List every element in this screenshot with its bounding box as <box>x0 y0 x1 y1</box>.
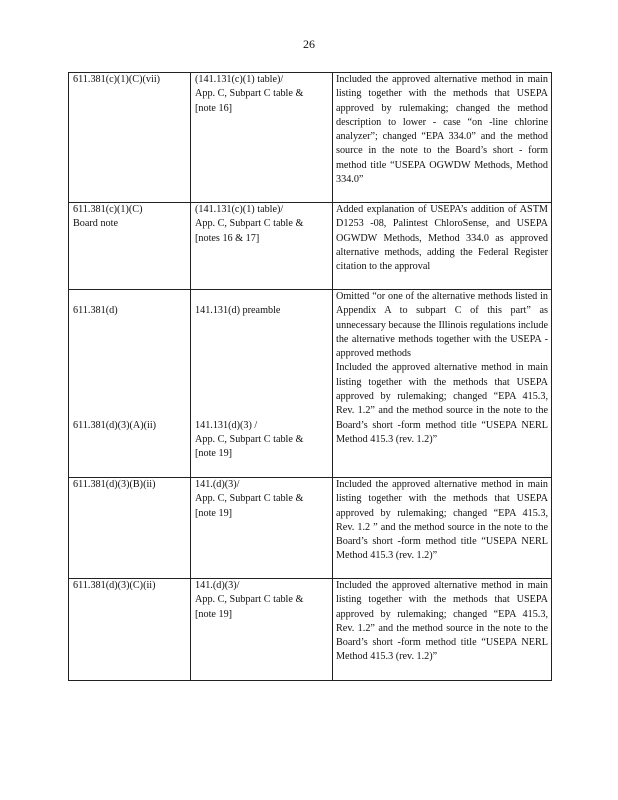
section-label: 611.381(d) <box>73 305 118 317</box>
page-number: 26 <box>303 37 315 51</box>
action-text: Omitted “or one of the alternative methods listed in Appendix A to subpart C of this part” as unnecessary because the Illinois regulations include the alternative methods together with the USEPA - approved methods <box>336 291 548 360</box>
source-label: 141.131(d) preamble <box>195 305 281 317</box>
section-cell: 611.381(c)(1)(C) Board note <box>69 203 191 290</box>
action-cell: Added explanation of USEPA’s addition of ASTM D1253 -08, Palintest ChloroSense, and USEPA OGWDW Methods, Method 334.0 as approved alternative methods, adding the Federal Register citation to the approval <box>333 203 552 290</box>
section-cell: 611.381(c)(1)(C)(vii) <box>69 73 191 203</box>
section-cell: 611.381(d)(3)(C)(ii) <box>69 579 191 681</box>
table-row <box>69 73 552 203</box>
action-cell: Included the approved alternative method in main listing together with the methods that USEPA approved by rulemaking; changed “EPA 415.3, Rev. 1.2 ” and the method source in the note to the Board’s short -form method title “USEPA NERL Method 415.3 (rev. 1.2)” <box>333 478 552 579</box>
table-row <box>69 478 552 579</box>
source-cell: (141.131(c)(1) table)/ App. C, Subpart C table & [note 16] <box>191 73 333 203</box>
action-text-2: Included the approved alternative method in main listing together with the methods that USEPA approved by rulemaking; changed “EPA 415.3, Rev. 1.2” and the method source in the note to the Board’s short -form method title “USEPA NERL Method 415.3 (rev. 1.2)” <box>336 362 548 445</box>
section-label-2: 611.381(d)(3)(A)(ii) <box>73 419 157 431</box>
table-row <box>69 203 552 290</box>
table-row <box>69 290 552 478</box>
section-spacer <box>73 333 187 405</box>
section-cell <box>69 290 191 478</box>
action-cell: Included the approved alternative method in main listing together with the methods that USEPA approved by rulemaking; changed the method description to lower - case “on -line chlorine analyzer”; changed “EPA 334.0” and the method source in the note to the Board’s short - form method title “USEPA OGWDW Methods, Method 334.0” <box>333 73 552 203</box>
table-row <box>69 579 552 681</box>
source-cell: (141.131(c)(1) table)/ App. C, Subpart C table & [notes 16 & 17] <box>191 203 333 290</box>
source-cell: 141.(d)(3)/ App. C, Subpart C table & [note 19] <box>191 579 333 681</box>
action-cell <box>333 290 552 478</box>
amendments-table <box>68 72 552 681</box>
section-cell: 611.381(d)(3)(B)(ii) <box>69 478 191 579</box>
action-cell: Included the approved alternative method in main listing together with the methods that USEPA approved by rulemaking; changed “EPA 415.3, Rev. 1.2” and the method source in the note to the Board’s short -form method title “USEPA NERL Method 415.3 (rev. 1.2)” <box>333 579 552 681</box>
source-cell <box>191 290 333 478</box>
source-spacer <box>195 333 329 405</box>
source-label-2: 141.131(d)(3) / App. C, Subpart C table & [note 19] <box>195 419 304 460</box>
source-cell: 141.(d)(3)/ App. C, Subpart C table & [note 19] <box>191 478 333 579</box>
